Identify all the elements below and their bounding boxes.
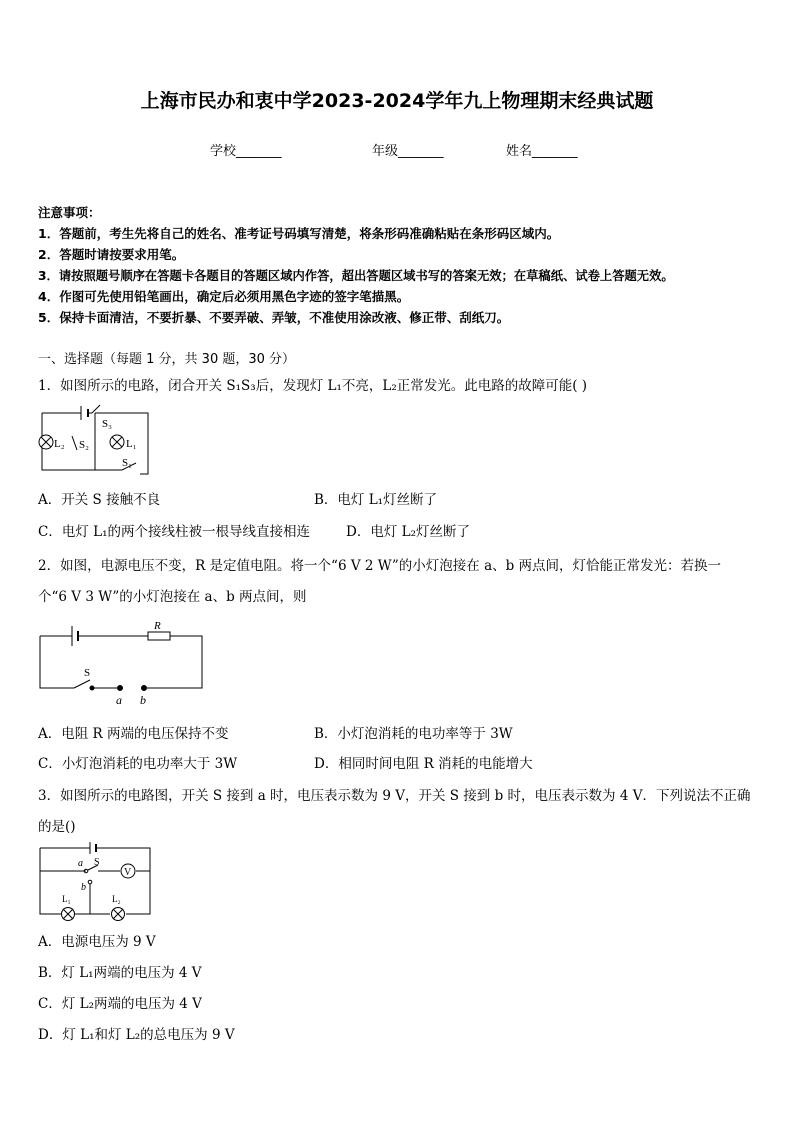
q2-circuit-diagram <box>36 616 208 708</box>
q1-option-d: D．电灯 L₂灯丝断了 <box>346 524 470 540</box>
q2-option-b: B．小灯泡消耗的电功率等于 3W <box>314 726 513 742</box>
note-item: 2．答题时请按要求用笔。 <box>38 247 185 262</box>
q1-option-b: B．电灯 L₁灯丝断了 <box>314 492 438 508</box>
q3-label-b: b <box>81 882 86 893</box>
q1-circuit-diagram <box>36 400 156 480</box>
q3-option-a: A．电源电压为 9 V <box>38 934 156 950</box>
q1-label-s1: S₁ <box>122 457 132 469</box>
name-field: 姓名_______ <box>506 144 578 159</box>
q2-label-b: b <box>140 693 146 707</box>
q2-option-d: D．相同时间电阻 R 消耗的电能增大 <box>314 756 533 772</box>
question-3-stem-line1: 3．如图所示的电路图，开关 S 接到 a 时，电压表示数为 9 V，开关 S 接到 b 时，电压表示数为 4 V．下列说法不正确 <box>38 788 751 804</box>
page-title: 上海市民办和衷中学2023-2024学年九上物理期末经典试题 <box>140 90 654 112</box>
question-2-stem-line1: 2．如图，电源电压不变，R 是定值电阻。将一个“6 V 2 W”的小灯泡接在 a、b 两点间，灯恰能正常发光：若换一 <box>38 558 722 574</box>
q3-label-s: S <box>94 857 100 868</box>
q3-label-l2: L₂ <box>112 894 121 904</box>
q3-label-l1: L₁ <box>62 894 71 904</box>
q1-option-a: A．开关 S 接触不良 <box>38 492 161 508</box>
q1-label-l2: L₂ <box>54 438 65 450</box>
section-heading: 一、选择题（每题 1 分，共 30 题，30 分） <box>38 352 296 367</box>
note-item: 3．请按照题号顺序在答题卡各题目的答题区域内作答，超出答题区域书写的答案无效；在草稿纸、试卷上答题无效。 <box>38 269 674 283</box>
q1-option-c: C．电灯 L₁的两个接线柱被一根导线直接相连 <box>38 524 310 540</box>
q3-option-c: C．灯 L₂两端的电压为 4 V <box>38 996 202 1012</box>
notes-heading: 注意事项： <box>38 205 101 220</box>
q2-option-a: A．电阻 R 两端的电压保持不变 <box>38 726 229 742</box>
q3-option-b: B．灯 L₁两端的电压为 4 V <box>38 965 202 981</box>
q1-label-s2: S₂ <box>79 439 89 451</box>
question-2-stem-line2: 个“6 V 3 W”的小灯泡接在 a、b 两点间，则 <box>38 589 307 605</box>
q1-label-l1: L₁ <box>126 438 137 450</box>
question-3-stem-line2: 的是() <box>38 819 76 835</box>
note-item: 4．作图可先使用铅笔画出，确定后必须用黑色字迹的签字笔描黑。 <box>38 289 410 304</box>
q2-label-r: R <box>154 620 161 632</box>
q1-label-s3: S₃ <box>102 418 112 430</box>
note-item: 5．保持卡面清洁，不要折暴、不要弄破、弄皱，不准使用涂改液、修正带、刮纸刀。 <box>38 310 510 325</box>
grade-field: 年级_______ <box>372 144 444 159</box>
note-item: 1．答题前，考生先将自己的姓名、准考证号码填写清楚，将条形码准确粘贴在条形码区域内。 <box>38 226 560 241</box>
q3-option-d: D．灯 L₁和灯 L₂的总电压为 9 V <box>38 1027 235 1043</box>
school-field: 学校_______ <box>210 144 282 159</box>
question-1-stem: 1．如图所示的电路，闭合开关 S₁S₃后，发现灯 L₁不亮，L₂正常发光。此电路的故障可能( ) <box>38 378 588 394</box>
q3-circuit-diagram <box>36 838 156 922</box>
q2-label-a: a <box>116 693 122 707</box>
q2-option-c: C．小灯泡消耗的电功率大于 3W <box>38 756 238 772</box>
q3-label-a: a <box>78 858 83 869</box>
q3-label-v: V <box>124 867 132 878</box>
q2-label-s: S <box>84 667 91 679</box>
